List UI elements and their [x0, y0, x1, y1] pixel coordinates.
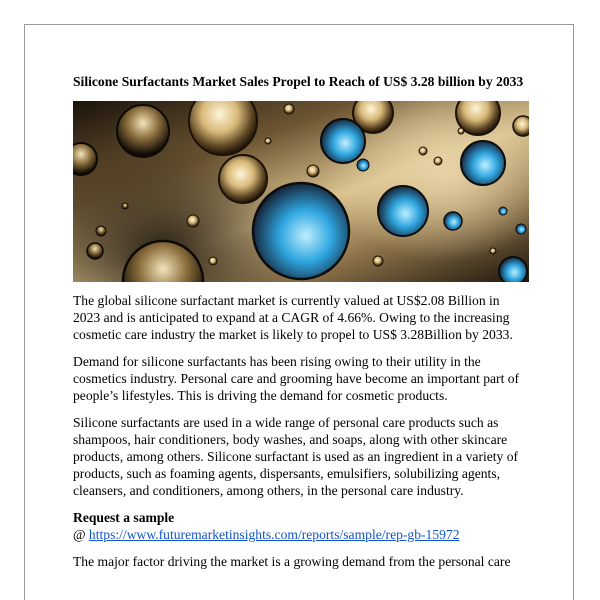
article-title: Silicone Surfactants Market Sales Propel to Reach of US$ 3.28 billion by 2033 [73, 74, 524, 89]
hero-image-oil-bubbles [73, 101, 529, 282]
bubbles-illustration [73, 101, 529, 282]
paragraph-demand: Demand for silicone surfactants has been rising owing to their utility in the cosmetics industry. Personal care and grooming have become an important part of people’s lifestyles. This is driving the demand for cosmetic products. [73, 354, 520, 403]
request-sample-line [73, 526, 529, 543]
request-sample-prefix: @ [73, 527, 89, 542]
request-sample-link[interactable]: https://www.futuremarketinsights.com/reports/sample/rep-gb-15972 [88, 527, 460, 542]
page-content [73, 73, 529, 570]
paragraph-market-value: The global silicone surfactant market is currently valued at US$2.08 Billion in 2023 and is anticipated to expand at a CAGR of 4.66%. Owing to the increasing cosmetic care industry the market is likely to propel to US$ 3.28Billion by 2033. [73, 293, 513, 342]
request-sample-heading: Request a sample [73, 510, 175, 525]
document-page [24, 24, 574, 600]
paragraph-uses: Silicone surfactants are used in a wide range of personal care products such as shampoos, hair conditioners, body washes, and soaps, along with other skincare products, among others. Silicone surfactant is used as an ingredient in a variety of products, such as foaming agents, dispersants, emulsifiers, solubilizing agents, cleansers, and conditioners, among others, in the personal care industry. [73, 415, 519, 498]
paragraph-major-factor: The major factor driving the market is a growing demand from the personal care [73, 554, 511, 569]
